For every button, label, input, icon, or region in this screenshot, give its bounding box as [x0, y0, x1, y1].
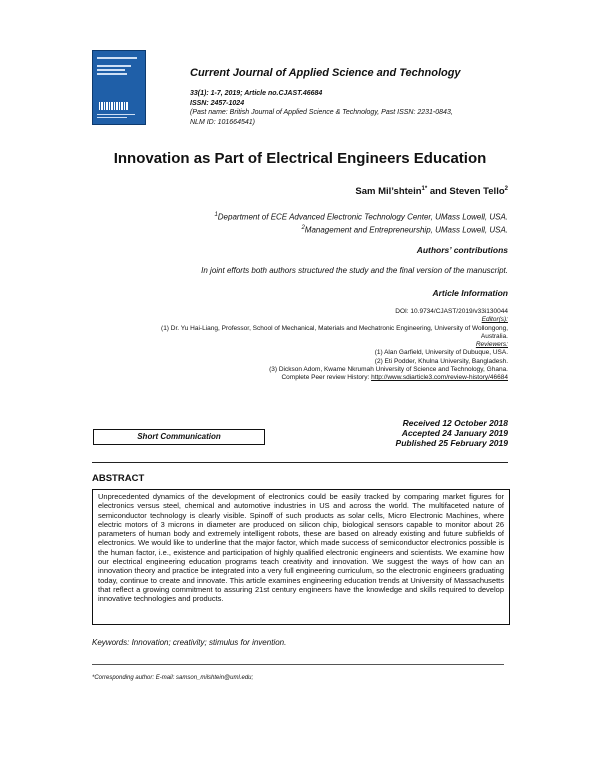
paper-title: Innovation as Part of Electrical Engineers Education — [113, 150, 487, 167]
author-1-sup: 1* — [421, 186, 428, 192]
authors — [355, 186, 508, 197]
nlm-id: NLM ID: 101664541) — [190, 118, 255, 126]
reviewer-2: (2) Eti Podder, Khulna University, Bangladesh. — [374, 357, 508, 365]
editor-1: (1) Dr. Yu Hai-Liang, Professor, School of Mechanical, Materials and Mechatronic Engineering, University of Wollongong, — [161, 324, 508, 332]
past-name: (Past name: British Journal of Applied Science & Technology, Past ISSN: 2231-0843, — [190, 109, 453, 116]
journal-meta — [190, 89, 453, 127]
published-date: Published 25 February 2019 — [395, 438, 508, 448]
journal-name: Current Journal of Applied Science and Technology — [190, 67, 461, 79]
affiliation-2: $^2$Management and Entrepreneurship, UMass Lowell, USA. — [301, 224, 508, 235]
reviewers-label: Reviewers: — [475, 341, 508, 349]
affiliations — [214, 210, 508, 235]
accepted-date: Accepted 24 January 2019 — [401, 428, 508, 438]
volume-line: 33(1): 1-7, 2019; Article no.CJAST.46684 — [190, 90, 323, 97]
footnote-divider — [92, 664, 504, 665]
author-2: and Steven Tello — [427, 186, 505, 198]
review-history-link[interactable]: http://www.sdiarticle3.com/review-history/46684 — [371, 374, 508, 382]
affiliation-1: $^1$Department of ECE Advanced Electronic Technology Center, UMass Lowell, USA. — [214, 212, 508, 222]
divider — [92, 462, 508, 463]
article-type-box: Short Communication — [93, 429, 265, 445]
article-info-heading: Article Information — [432, 288, 508, 298]
editor-1-country: Australia. — [480, 332, 508, 340]
abstract-text: Unprecedented dynamics of the development of electronics could be easily tracked by comparing market figures for electronics versus steel, chemical and automotive industries in US and across the world. The multifaceted nature of semiconductor technology is clearly visible. Spinoff of such products as solar cells, Micro Electronic Machines, where electric motors of 3 microns in diameter are produced on silicon chip, biological sensors capable to monitor about 26 parameters of human body and extremely intelligent robots, these are based on already existing and future subfields of electronics. We would like to underline that the major factor, which made success of semiconductor electronics possible is the human factor, i.e., existence and participation of highly qualified electronic engineers and scientists. We examine how our electrical engineering education programs teach creativity and innovation. We suggest the ways of how can an innovation theory and practice be integrated into a very full engineering curriculum, so the electronic engineers graduating today, continue to create and innovate. This article examines engineering education trends at University of Massachusetts that reflect a growing commitment to assuring 21st century engineers have the knowledge and skills required to develop innovative technologies and products. — [92, 489, 510, 625]
doi: DOI: 10.9734/CJAST/2019/v33i130044 — [395, 308, 508, 315]
journal-cover-image — [92, 50, 146, 125]
issn: ISSN: 2457-1024 — [190, 99, 245, 107]
dates — [396, 418, 508, 448]
keywords: Keywords: Innovation; creativity; stimulus for invention. — [92, 638, 287, 647]
received-date: Received 12 October 2018 — [402, 418, 508, 428]
article-info — [88, 308, 508, 383]
author-2-sup: 2 — [504, 186, 508, 192]
abstract-heading: ABSTRACT — [92, 473, 145, 484]
author-1: Sam Mil’shtein — [355, 186, 422, 198]
contributions-text: In joint efforts both authors structured the study and the final version of the manuscript. — [201, 266, 508, 275]
review-history: Complete Peer review History: http://www.sdiarticle3.com/review-history/46684 — [281, 374, 508, 382]
reviewer-3: (3) Dickson Adom, Kwame Nkrumah University of Science and Technology, Ghana. — [269, 366, 508, 374]
editors-label: Editor(s): — [481, 316, 508, 324]
contributions-heading: Authors’ contributions — [416, 245, 508, 255]
corresponding-author: *Corresponding author: E-mail: samson_milshtein@uml.edu; — [92, 675, 254, 681]
reviewer-1: (1) Alan Garfield, University of Dubuque, USA. — [374, 349, 508, 357]
